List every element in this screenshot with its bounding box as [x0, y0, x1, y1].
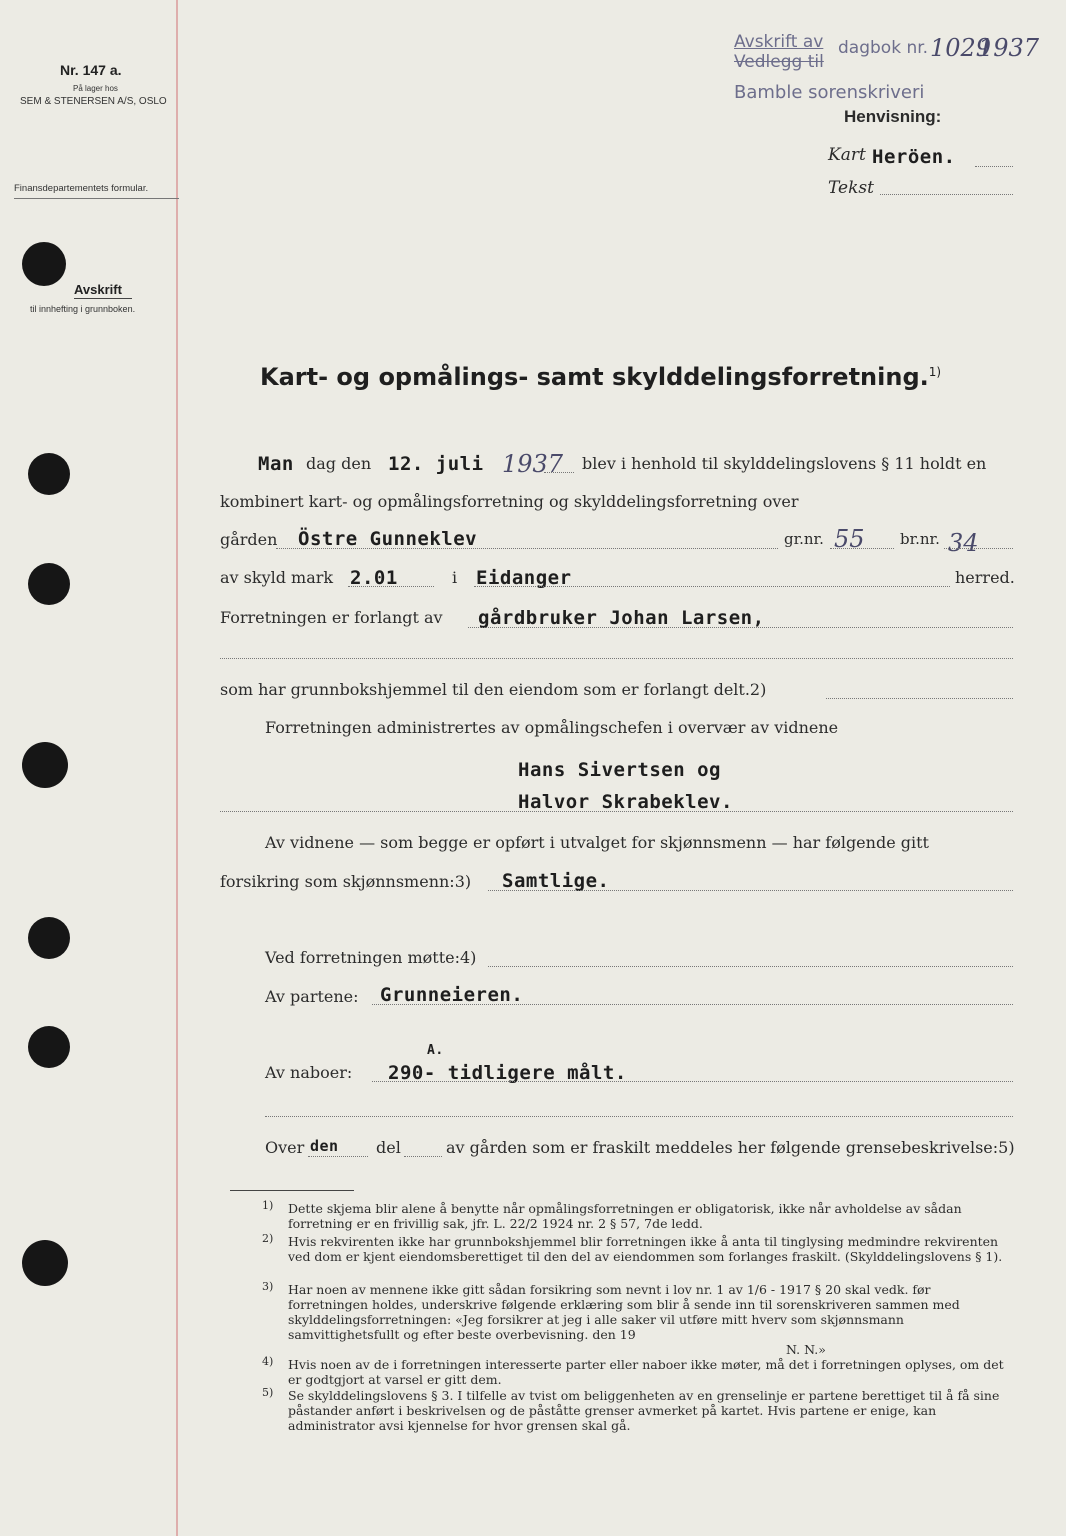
grnr-value: 55 [834, 525, 865, 553]
boundary-text: av gården som er fraskilt meddeles her følgende grensebeskrivelse:5) [446, 1138, 1015, 1157]
title-footnote-mark: 1) [928, 365, 942, 379]
row6-dots [826, 698, 1013, 699]
footnote-mark-4: 4) [262, 1355, 274, 1368]
office-stamp: Bamble sorenskriveri [734, 82, 925, 103]
witness-2: Halvor Skrabeklev. [518, 791, 733, 813]
over-label: Over [265, 1138, 305, 1157]
brnr-label: br.nr. [900, 530, 940, 548]
i-label: i [452, 568, 458, 587]
over-value: den [310, 1137, 339, 1155]
printer-name: SEM & STENERSEN A/S, OSLO [20, 96, 167, 107]
footnote-mark-3: 3) [262, 1280, 274, 1293]
avskrift-underline [74, 298, 132, 299]
row7-text: Forretningen administrertes av opmålingschefen i overvær av vidnene [265, 718, 839, 737]
blank-line [220, 658, 1013, 659]
stamp-appendix-label: Vedlegg til [734, 52, 824, 72]
footnote-mark-2: 2) [262, 1232, 274, 1245]
herred-label: herred. [955, 568, 1015, 587]
footnote-mark-1: 1) [262, 1199, 274, 1212]
footnote-4: Hvis noen av de i forretningen interesserte parter eller naboer ikke møter, må det i forretningen oplyses, om det er godtgjort at varsel er gitt dem. [288, 1357, 1004, 1387]
grnr-dots [830, 548, 894, 549]
attended-label: Ved forretningen møtte:4) [265, 948, 477, 967]
footnote-5: Se skylddelingslovens § 3. I tilfelle av tvist om beliggenheten av en grenselinje er partene berettiget til å få sine påstander anført i beskrivelsen og de påståtte grenser avmerket på kartet. Hvis partene er enige, kan administrator avsi kjennelse for hvor grensen skal gå. [288, 1388, 1000, 1433]
punch-hole [22, 1240, 68, 1286]
punch-hole [28, 1026, 70, 1068]
form-number: Nr. 147 a. [60, 62, 122, 78]
insurance-label: forsikring som skjønnsmenn:3) [220, 872, 472, 891]
kart-value: Heröen. [872, 146, 956, 168]
punch-hole [28, 453, 70, 495]
over-dots [308, 1156, 368, 1157]
parties-value: Grunneieren. [380, 984, 524, 1006]
skyld-dots [348, 586, 434, 587]
weekday-value: Man [258, 453, 294, 475]
row2-text: kombinert kart- og opmålingsforretning og skylddelingsforretning over [220, 492, 799, 511]
dag-den-label: dag den [306, 454, 372, 473]
dagbok-number: 1029 [930, 34, 992, 62]
footnote-rule [230, 1190, 354, 1191]
tekst-dots [880, 194, 1013, 195]
dagbok-year: 1937 [978, 34, 1040, 62]
attended-dots [488, 966, 1013, 967]
punch-hole [28, 563, 70, 605]
brnr-value: 34 [948, 529, 979, 557]
printer-line: På lager hos [73, 84, 118, 93]
requested-by-label: Forretningen er forlangt av [220, 608, 443, 627]
requested-by-value: gårdbruker Johan Larsen, [478, 607, 765, 629]
footnote-3: Har noen av mennene ikke gitt sådan forsikring som nevnt i lov nr. 1 av 1/6 - 1917 § 20 skal vedk. før forretningen holdes, underskrive følgende erklæring som blir å sende inn til sorenskriveren sammen med skylddelingsforretningen: «Jeg forsikrer at jeg i alle saker vil utføre mitt hverv som skjønnsmann samvittighetsfullt og efter beste overbevisning. den 19 [288, 1282, 960, 1342]
skyld-label: av skyld mark [220, 568, 334, 587]
neighbours-label: Av naboer: [265, 1063, 353, 1082]
footnote-signature: N. N.» [786, 1342, 826, 1357]
date-value: 12. juli [388, 453, 484, 475]
insurance-dots [488, 890, 1013, 891]
farm-dots [276, 548, 778, 549]
skyld-value: 2.01 [350, 567, 398, 589]
brnr-dots [944, 548, 1013, 549]
punch-hole [22, 742, 68, 788]
parties-label: Av partene: [265, 987, 359, 1006]
neighbours-superscript: A. [427, 1043, 444, 1058]
witness-1: Hans Sivertsen og [518, 759, 721, 781]
requested-dots [468, 627, 1013, 628]
blank-line-2 [265, 1116, 1013, 1117]
form-title-text: Kart- og opmålings- samt skylddelingsforretning. [260, 363, 929, 391]
grnr-label: gr.nr. [784, 530, 824, 548]
farm-label: gården [220, 530, 278, 549]
neighbours-dots [372, 1081, 1013, 1082]
avskrift-subtitle: til innhefting i grunnboken. [30, 304, 136, 314]
parties-dots [372, 1004, 1013, 1005]
row6-text: som har grunnbokshjemmel til den eiendom som er forlangt delt.2) [220, 680, 767, 699]
footnote-2: Hvis rekvirenten ikke har grunnbokshjemmel blir forretningen ikke å anta til tinglysing medmindre rekvirenten ved dom er kjent eiendomsberettiget til den del av eiendommen som forlanges fraskilt. (Skylddelingslovens § 1). [288, 1234, 1003, 1264]
insurance-value: Samtlige. [502, 870, 610, 892]
farm-name: Östre Gunneklev [298, 528, 478, 550]
del-label: del [376, 1138, 401, 1157]
place-value: Eidanger [476, 567, 572, 589]
margin-rule [176, 0, 178, 1536]
stamp-copy-label: Avskrift av [734, 32, 824, 52]
punch-hole [22, 242, 66, 286]
avskrift-label: Avskrift [74, 282, 122, 297]
form-title [260, 363, 941, 391]
del-dots [404, 1156, 442, 1157]
henvisning-label: Henvisning: [844, 107, 942, 126]
punch-hole [28, 917, 70, 959]
kart-dots [975, 166, 1013, 167]
neighbours-value: 290- tidligere målt. [388, 1062, 627, 1084]
year-value: 1937 [502, 450, 564, 478]
stamp-dagbok-label: dagbok nr. [838, 38, 929, 58]
row1-text: blev i henhold til skylddelingslovens § 11 holdt en [582, 454, 987, 473]
tekst-label: Tekst [828, 178, 874, 198]
place-dots [474, 586, 950, 587]
row1-dots [544, 472, 574, 473]
formular-label: Finansdepartementets formular. [14, 183, 149, 194]
kart-label: Kart [828, 145, 866, 165]
row8-text: Av vidnene — som begge er opført i utvalget for skjønnsmenn — har følgende gitt [265, 833, 929, 852]
formular-underline [14, 198, 179, 199]
witness-dots [220, 811, 1013, 812]
footnote-mark-5: 5) [262, 1386, 274, 1399]
footnote-1: Dette skjema blir alene å benytte når opmålingsforretningen er obligatorisk, ikke når avholdelse av sådan forretning er en frivillig sak, jfr. L. 22/2 1924 nr. 2 § 57, 7de ledd. [288, 1201, 962, 1231]
